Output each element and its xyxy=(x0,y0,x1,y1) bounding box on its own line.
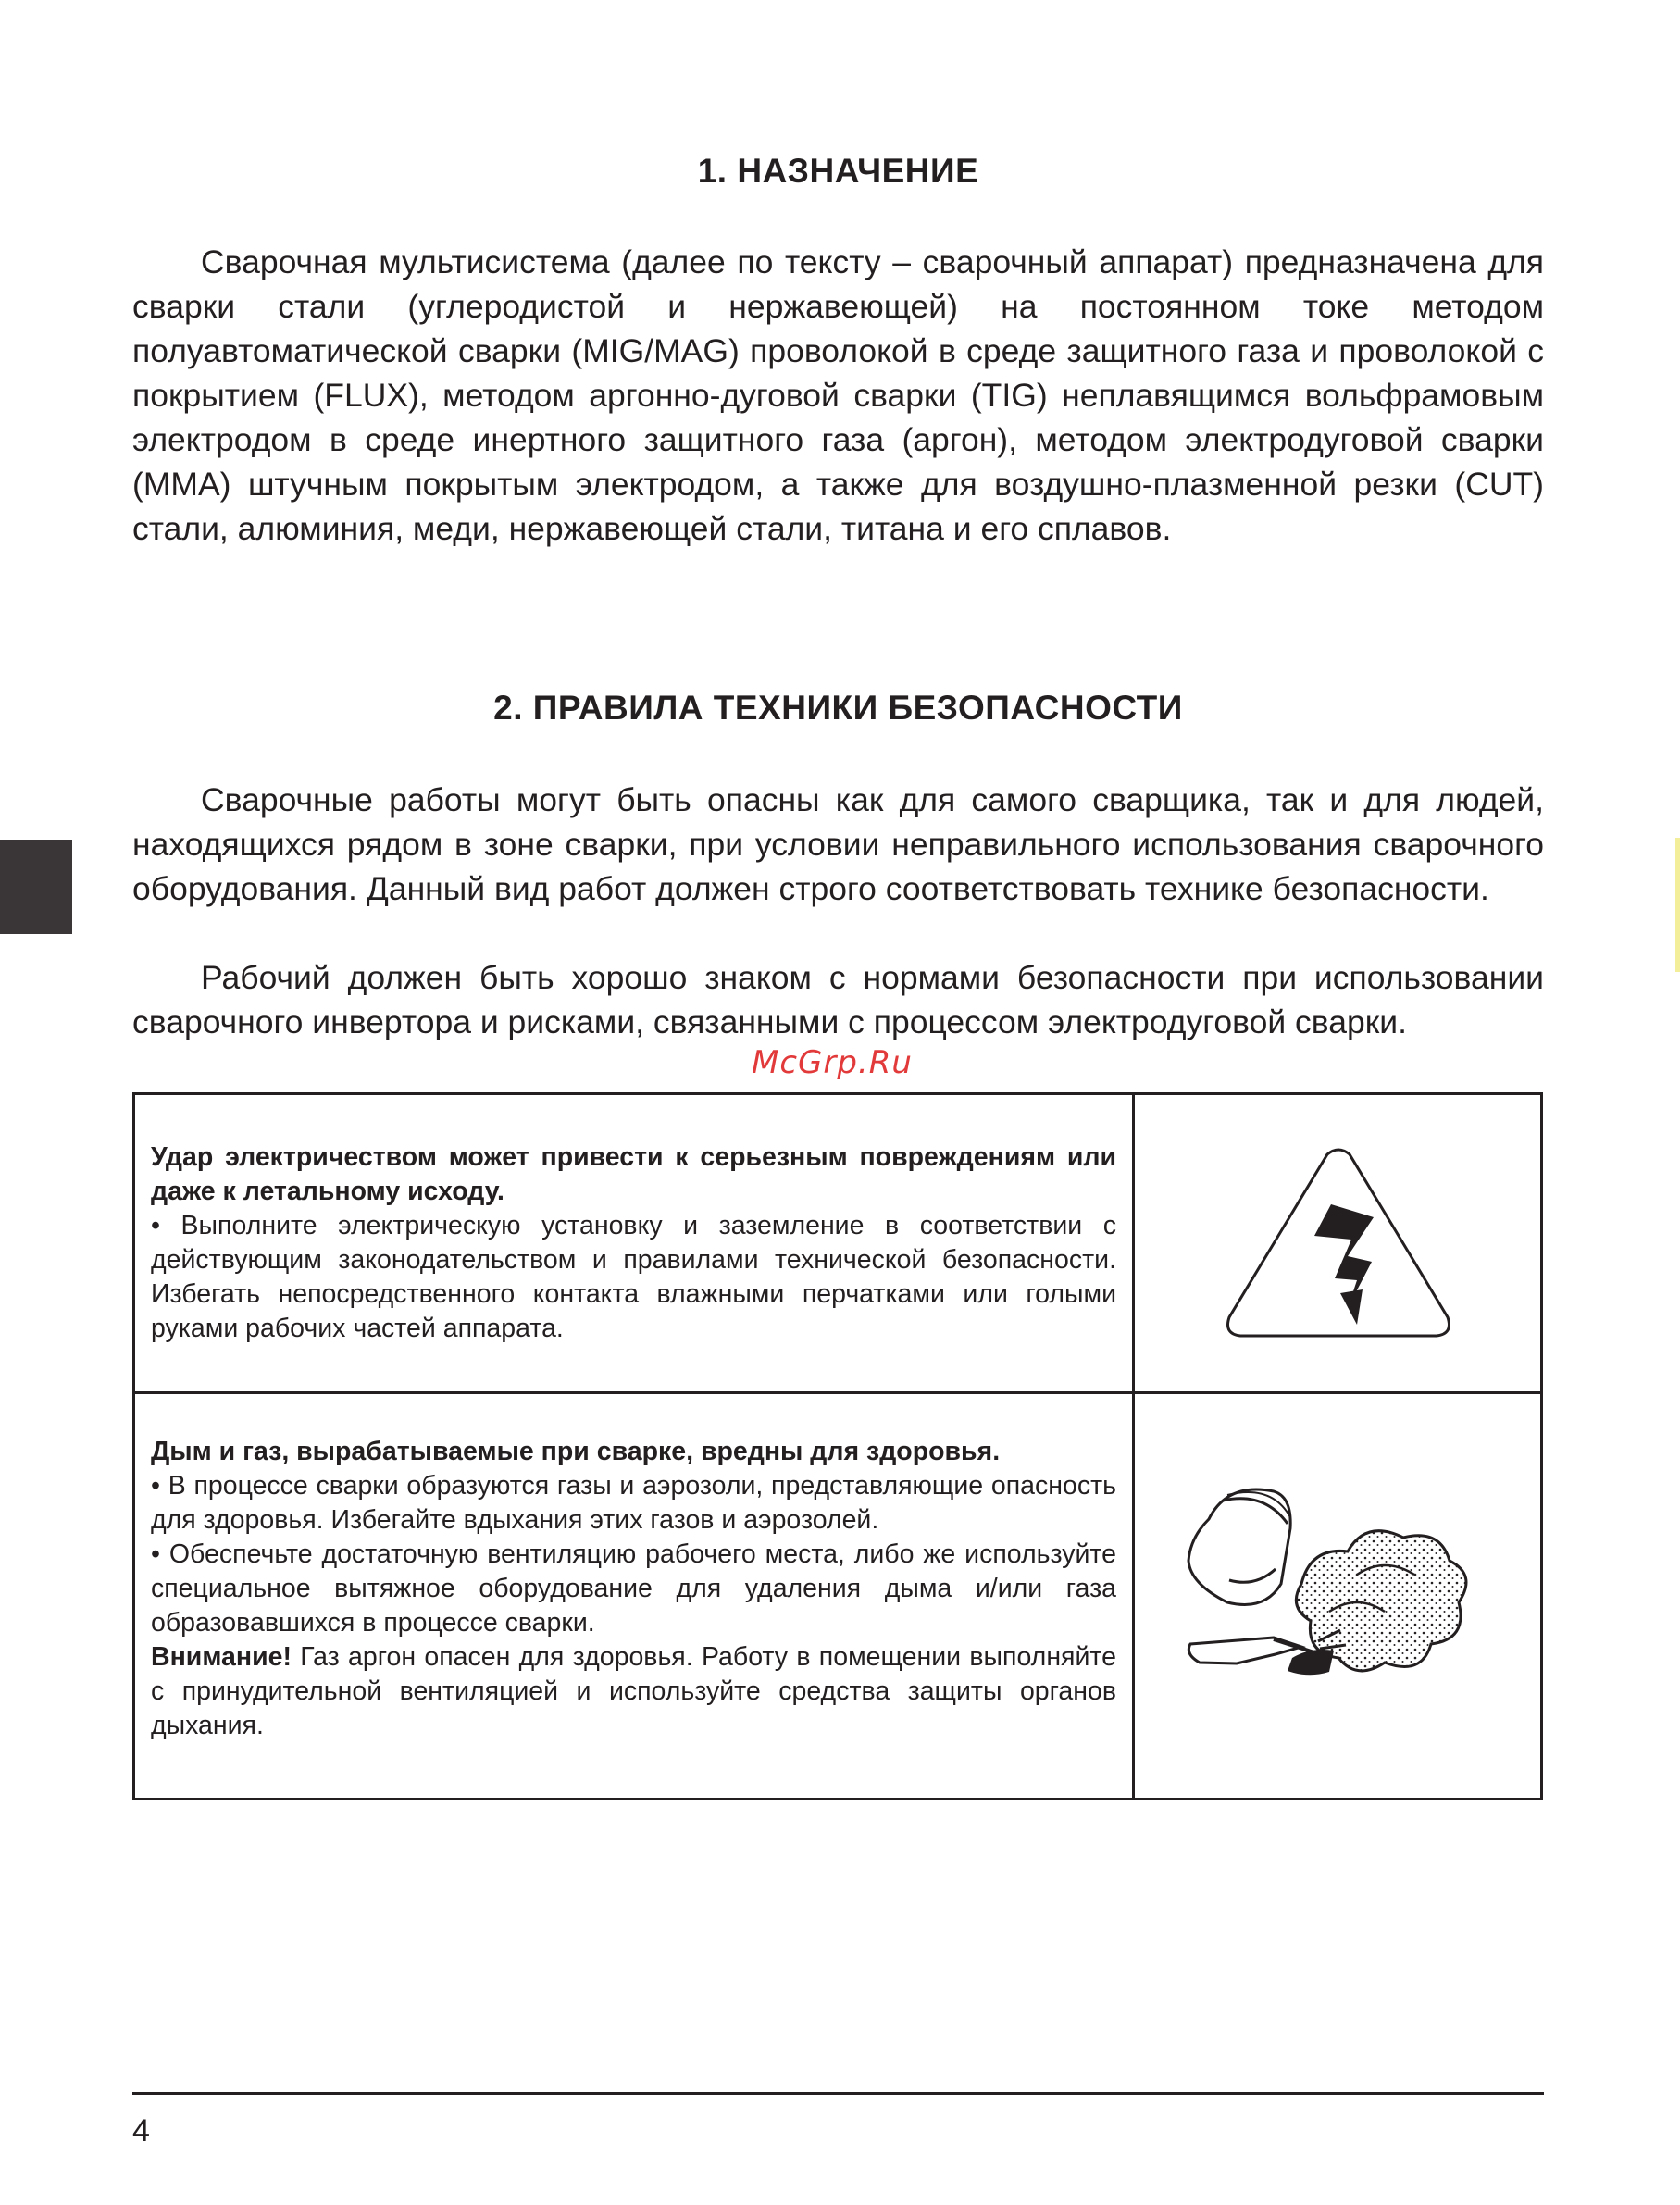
warning-icon-cell xyxy=(1135,1095,1540,1391)
warning-row-electric xyxy=(135,1095,1540,1394)
electric-shock-warning-icon xyxy=(1218,1143,1459,1347)
section-1-title: 1. НАЗНАЧЕНИЕ xyxy=(697,152,979,190)
warning-bullet: • В процессе сварки образуются газы и аэрозоли, представляющие опасность для здоровья. Избегайте вдыхания этих газов и аэрозолей. xyxy=(151,1471,1116,1535)
welding-fumes-icon xyxy=(1172,1473,1505,1723)
safety-warnings-table xyxy=(132,1092,1543,1800)
warning-icon-cell xyxy=(1135,1394,1540,1798)
side-tab-marker xyxy=(0,840,72,934)
warning-note xyxy=(151,1640,1116,1743)
section-2-paragraph-2: Рабочий должен быть хорошо знаком с нормами безопасности при использовании сварочного инвертора и рисками, связанными с процессом электродуговой сварки. xyxy=(132,959,1544,1040)
watermark: McGrp.Ru xyxy=(752,1044,913,1081)
warning-bullet: • Выполните электрическую установку и заземление в соответствии с действующим законодательством и правилами технической безопасности. Избегать непосредственного контакта влажными перчатками или голыми руками рабочих частей аппарата. xyxy=(151,1211,1116,1343)
edge-mark xyxy=(1675,838,1680,972)
warning-text-cell xyxy=(151,1435,1116,1743)
warning-title: Удар электричеством может привести к серьезным повреждениям или даже к летальному исходу. xyxy=(151,1142,1116,1206)
warning-title: Дым и газ, вырабатываемые при сварке, вредны для здоровья. xyxy=(151,1437,1001,1466)
footer-divider xyxy=(132,2092,1544,2095)
section-2-title: 2. ПРАВИЛА ТЕХНИКИ БЕЗОПАСНОСТИ xyxy=(493,689,1183,727)
warning-bullet: • Обеспечьте достаточную вентиляцию рабочего места, либо же используйте специальное вытяжное оборудование для удаления дыма и/или газа образовавшихся в процессе сварки. xyxy=(151,1539,1116,1638)
section-2-paragraph-1: Сварочные работы могут быть опасны как для самого сварщика, так и для людей, находящихся рядом в зоне сварки, при условии неправильного использования сварочного оборудования. Данный вид работ должен строго соответствовать технике безопасности. xyxy=(132,781,1544,907)
warning-row-fumes xyxy=(135,1394,1540,1798)
warning-note-text: Газ аргон опасен для здоровья. Работу в помещении выполняйте с принудительной вентиляцией и используйте средства защиты органов дыхания. xyxy=(151,1642,1116,1740)
page-number: 4 xyxy=(132,2113,150,2149)
section-1-text: Сварочная мультисистема (далее по тексту – сварочный аппарат) предназначена для сварки стали (углеродистой и нержавеющей) на постоянном токе методом полуавтоматической сварки (MIG/MAG) проволокой в среде защитного газа и проволокой с покрытием (FLUX), методом аргонно-дуговой сварки (TIG) неплавящимся вольфрамовым электродом в среде инертного защитного газа (аргон), методом электродуговой сварки (MMA) штучным покрытым электродом, а также для воздушно-плазменной резки (CUT) стали, алюминия, меди, нержавеющей стали, титана и его сплавов. xyxy=(132,243,1544,547)
warning-note-label: Внимание! xyxy=(151,1642,292,1672)
warning-text-cell xyxy=(151,1140,1116,1346)
table-column-divider xyxy=(1132,1095,1135,1798)
